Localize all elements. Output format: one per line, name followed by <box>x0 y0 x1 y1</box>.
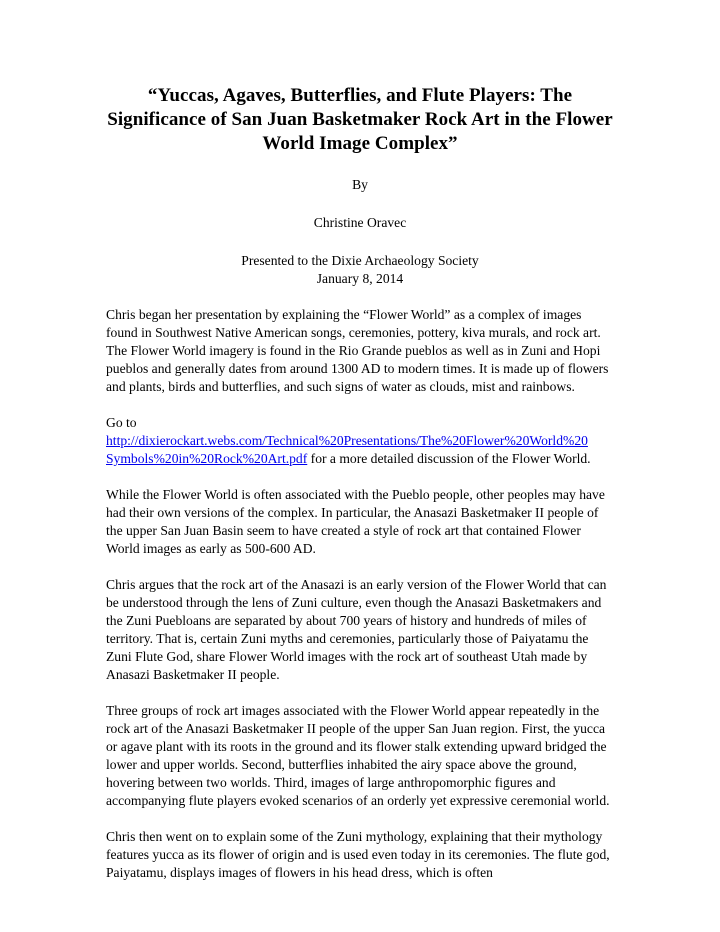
link-line-1: http://dixierockart.webs.com/Technical%20Presentations/The%20Flower%20World%20 <box>106 433 588 448</box>
paragraph-zuni-mythology: Chris then went on to explain some of the Zuni mythology, explaining that their mythology features yucca as its flower of origin and is used even today in its ceremonies. The flute god, Paiyatamu, displays images of flowers in his head dress, which is often <box>106 829 610 880</box>
document-body <box>106 306 614 882</box>
presentation-date: January 8, 2014 <box>316 271 404 286</box>
author-name: Christine Oravec <box>313 215 407 230</box>
document-title: “Yuccas, Agaves, Butterflies, and Flute Players: The Significance of San Juan Basketmaker Rock Art in the Flower World Image Complex” <box>107 85 613 154</box>
paragraph-goto <box>106 414 614 468</box>
presented-to: Presented to the Dixie Archaeology Society <box>241 253 479 268</box>
paragraph-intro: Chris began her presentation by explaining the “Flower World” as a complex of images found in Southwest Native American songs, ceremonies, pottery, kiva murals, and rock art. The Flower World imagery is found in the Rio Grande pueblos as well as in Zuni and Hopi pueblos and generally dates from around 1300 AD to modern times. It is made up of flowers and plants, birds and butterflies, and such signs of water as clouds, mist and rainbows. <box>106 307 609 394</box>
link-line-2: Symbols%20in%20Rock%20Art.pdf <box>106 451 308 466</box>
paragraph-three-groups: Three groups of rock art images associated with the Flower World appear repeatedly in the rock art of the Anasazi Basketmaker II people of the upper San Juan region. First, the yucca or agave plant with its roots in the ground and its flower stalk extending upward bridged the lower and upper worlds. Second, butterflies inhabited the airy space above the ground, hovering between two worlds. Third, images of large anthropomorphic figures and accompanying flute players evoked scenarios of an orderly yet expressive ceremonial world. <box>106 703 610 808</box>
goto-suffix: for a more detailed discussion of the Flower World. <box>307 451 591 466</box>
goto-prefix: Go to <box>106 415 137 430</box>
paragraph-pueblo: While the Flower World is often associated with the Pueblo people, other peoples may have had their own versions of the complex. In particular, the Anasazi Basketmaker II people of the upper San Juan Basin seem to have created a style of rock art that contained Flower World images as early as 500-600 AD. <box>106 487 605 556</box>
paragraph-zuni-lens: Chris argues that the rock art of the Anasazi is an early version of the Flower World that can be understood through the lens of Zuni culture, even though the Anasazi Basketmakers and the Zuni Puebloans are separated by about 700 years of history and hundreds of miles of territory. That is, certain Zuni myths and ceremonies, particularly those of Paiyatamu the Zuni Flute God, share Flower World images with the rock art of southeast Utah made by Anasazi Basketmaker II people. <box>106 577 607 682</box>
by-line: By <box>352 177 368 192</box>
